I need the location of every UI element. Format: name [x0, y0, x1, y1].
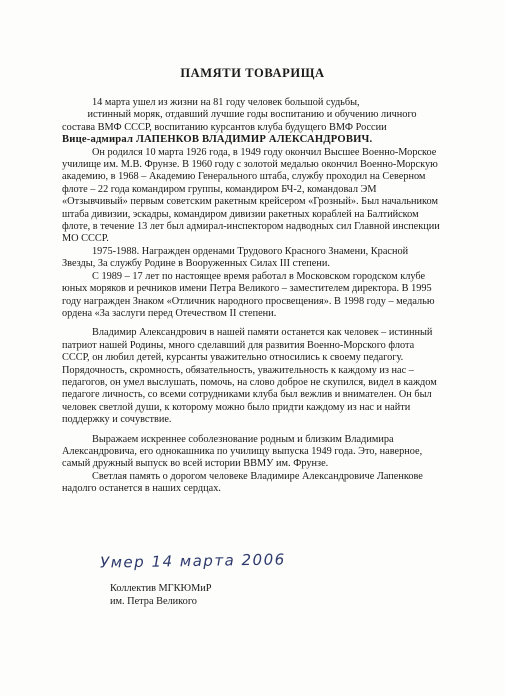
paragraph-intro-line-3: состава ВМФ СССР, воспитанию курсантов клуба будущего ВМФ России [62, 121, 387, 133]
document-title: ПАМЯТИ ТОВАРИЩА [180, 66, 325, 80]
paragraph-biography: Он родился 10 марта 1926 года, в 1949 году окончил Высшее Военно-Морское училище им. М.В. Фрунзе. В 1960 году с золотой медалью окончил Военно-Морскую академию, в 1968 – Академию Генерального штаба, службу проходил на Северном флоте – 22 года командиром группы, командиром БЧ-2, командовал ЭМ «Отзывчивый» первым советским ракетным крейсером «Грозный». Был начальником штаба дивизии, эскадры, командиром дивизии ракетных кораблей на Балтийском флоте, в течение 13 лет был адмирал-инспектором надводных сил Главной инспекции МО СССР. [62, 146, 440, 245]
document-body [62, 97, 442, 496]
paragraph-condolences: Выражаем искреннее соболезнование родным и близким Владимира Александровича, его однокашника по училищу выпуска 1949 года. Это, наверное, самый дружный выпуск во всей истории ВВМУ им. Фрунзе. [62, 433, 423, 470]
paragraph-closing: Светлая память о дорогом человеке Владимире Александровиче Лапенкове надолго останется в наших сердцах. [62, 470, 423, 495]
signature-line-2: им. Петра Великого [110, 596, 197, 607]
paragraph-club-work: С 1989 – 17 лет по настоящее время работал в Московском городском клубе юных моряков и речников имени Петра Великого – заместителем директора. В 1995 году награжден Знаком «Отличник народного просвещения». В 1998 году – медалью ордена «За заслуги перед Отечеством II степени. [62, 270, 435, 319]
handwritten-date-note: Умер 14 марта 2006 [99, 550, 286, 572]
admiral-name: Вице-адмирал ЛАПЕНКОВ ВЛАДИМИР АЛЕКСАНДРОВИЧ. [62, 134, 373, 146]
signature-line-1: Коллектив МГКЮМиР [110, 583, 212, 594]
signature-block [110, 582, 211, 608]
paragraph-awards: 1975-1988. Награжден орденами Трудового Красного Знамени, Красной Звезды, За службу Родине в Вооруженных Силах III степени. [62, 245, 409, 270]
paragraph-intro-line-2: истинный моряк, отдавший лучшие годы воспитанию и обучению личного [87, 109, 417, 121]
paragraph-intro-line-1: 14 марта ушел из жизни на 81 году человек большой судьбы, [92, 97, 360, 108]
paragraph-memory: Владимир Александрович в нашей памяти останется как человек – истинный патриот нашей Родины, много сделавший для развития Военно-Морского флота СССР, он любил детей, курсанты уважительно относились к своему педагогу. Порядочность, скромность, обязательность, уважительность к каждому из нас – педагогов, он умел выслушать, помочь, на слово доброе не скупился, видел в каждом педагоге личность, со всеми сотрудниками клуба был вежлив и внимателен. Он был человек светлой души, к которому можно было придти каждому из нас и найти поддержку и сочувствие. [62, 327, 437, 426]
